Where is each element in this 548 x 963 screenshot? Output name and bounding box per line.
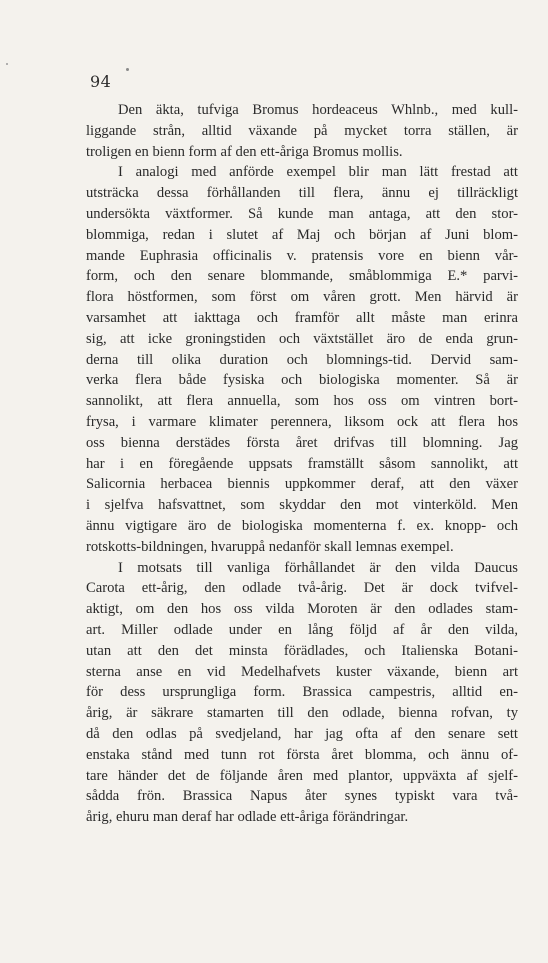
text-line: verka flera både fysiska och biologiska momenter. Så är — [86, 372, 518, 389]
text-line: liggande strån, alltid växande på mycket torra ställen, är — [86, 122, 518, 139]
text-line: rotskotts-bildningen, hvaruppå nedanför skall lemnas exempel. — [86, 538, 454, 555]
page-number: 94 — [90, 72, 112, 91]
text-line: tare händer det de följande åren med plantor, uppväxta af sjelf- — [86, 767, 518, 784]
text-line: årig, ehuru man deraf har odlade ett-åriga förändringar. — [86, 809, 409, 826]
text-line: derna till olika duration och blomnings-tid. Dervid sam- — [86, 351, 518, 368]
text-line: oss bienna derstädes första året drifvas till blomning. Jag — [86, 434, 518, 451]
print-speck — [126, 68, 129, 71]
text-line: I analogi med anförde exempel blir man lätt frestad att — [118, 164, 518, 181]
body-text — [86, 100, 518, 828]
text-line: I motsats till vanliga förhållandet är den vilda Daucus — [118, 559, 518, 576]
text-line: troligen en bienn form af den ett-åriga Bromus mollis. — [86, 143, 403, 160]
text-line: Carota ett-årig, den odlade två-årig. Det är dock tvifvel- — [86, 580, 518, 597]
text-line: Salicornia herbacea biennis uppkommer deraf, att den växer — [86, 476, 518, 493]
print-speck — [6, 63, 8, 65]
text-line: flora höstformen, som först om våren grott. Men härvid är — [86, 289, 518, 306]
text-line: form, och den senare blommande, småblommiga E.* parvi- — [86, 268, 518, 285]
text-line: sådda frön. Brassica Napus åter synes typiskt vara två- — [86, 788, 518, 805]
text-line: mande Euphrasia officinalis v. pratensis vore en bienn vår- — [86, 247, 518, 264]
text-line: art. Miller odlade under en lång följd af år den vilda, — [86, 621, 518, 638]
text-line: sannolikt, att flera annuella, som hos oss om vintren bort- — [86, 393, 518, 410]
text-line: då den odlas på svedjeland, har jag ofta af den senare sett — [86, 725, 518, 742]
text-line: undersökta växtformer. Så kunde man antaga, att den stor- — [86, 205, 518, 222]
text-line: årig, är säkrare stamarten till den odlade, bienna rofvan, ty — [86, 705, 518, 722]
text-line: för dess ursprungliga form. Brassica campestris, alltid en- — [86, 684, 518, 701]
text-line: sig, att icke groningstiden och växtstället äro de enda grun- — [86, 330, 518, 347]
text-line: aktigt, om den hos oss vilda Moroten är den odlades stam- — [86, 601, 518, 618]
text-line: frysa, i varmare klimater perennera, liksom ock att flera hos — [86, 413, 518, 430]
text-line: utsträcka dessa förhållanden till flera, ännu ej tillräckligt — [86, 185, 518, 202]
text-line: har i en föregående uppsats framställt såsom sannolikt, att — [86, 455, 518, 472]
text-line: i sjelfva hafsvattnet, som skyddar den mot vinterköld. Men — [86, 497, 518, 514]
text-line: utan att den det minsta förädlades, och Italienska Botani- — [86, 642, 518, 659]
text-line: sterna anse en vid Medelhafvets kuster växande, bienn art — [86, 663, 518, 680]
text-line: ännu vigtigare äro de biologiska momenterna f. ex. knopp- och — [86, 517, 518, 534]
text-line: enstaka stånd med tunn rot första året blomma, och ännu of- — [86, 746, 518, 763]
text-line: varsamhet att iakttaga och framför allt måste man erinra — [86, 309, 518, 326]
text-line: Den äkta, tufviga Bromus hordeaceus Whlnb., med kull- — [118, 102, 518, 118]
text-line: blommiga, redan i slutet af Maj och början af Juni blom- — [86, 226, 518, 243]
